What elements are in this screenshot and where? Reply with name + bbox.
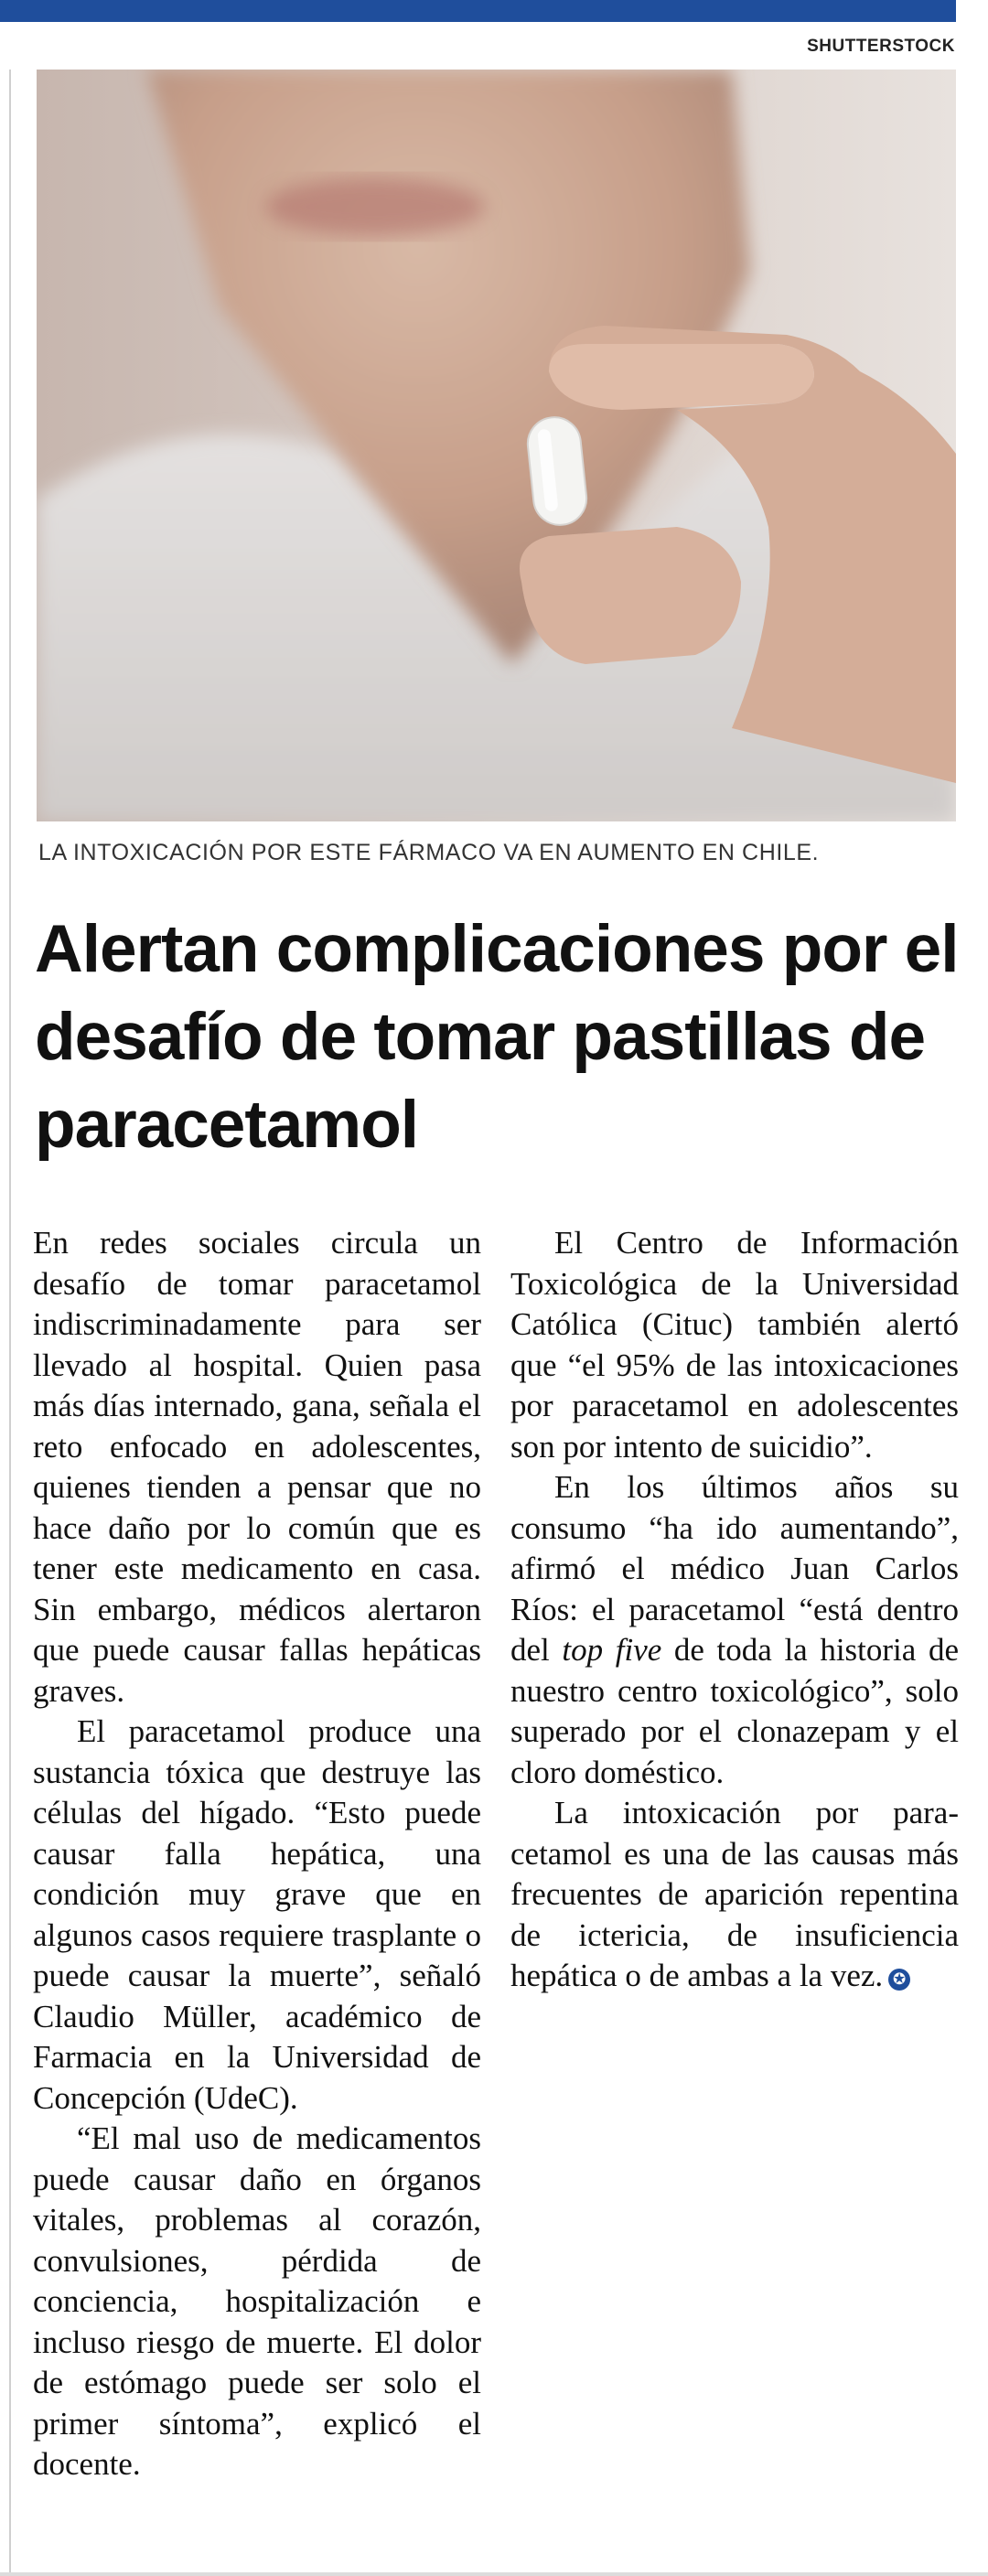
photo-caption: LA INTOXICACIÓN POR ESTE FÁRMACO VA EN AUMENTO EN CHILE. [38, 840, 820, 865]
star-circle-icon: ✪ [888, 1969, 910, 1991]
pill-photo-illustration [37, 70, 956, 821]
paragraph-6 [510, 1793, 959, 1997]
column-divider-line [9, 70, 11, 2576]
paragraph-2: El paracetamol produce una sustancia tóxica que destruye las células del hígado. “Esto puede causar falla hepática, una condición muy grave que en algunos casos requiere trasplante o puede causar la muerte”, señaló Claudio Müller, académico de Farmacia en la Universidad de Concepción (UdeC). [33, 1713, 481, 2116]
paragraph-1: En redes sociales circula un desafío de tomar paracetamol indiscriminadamente para ser llevado al hospital. Quien pasa más días internado, gana, señala el reto enfocado en adolescentes, quienes tienden a pensar que no hace daño por lo común que es tener este medicamento en casa. Sin embargo, médicos alertaron que puede causar fallas hepáticas graves. [33, 1225, 481, 1709]
paragraph-3: “El mal uso de medicamentos puede causar daño en órganos vitales, problemas al corazón, convulsiones, pérdida de conciencia, hospitalización e incluso riesgo de muerte. El dolor de estómago puede ser solo el primer síntoma”, explicó el docente. [33, 2120, 481, 2482]
top-color-bar [0, 0, 956, 22]
article-body [33, 1223, 959, 2522]
paragraph-6-text: La intoxicación por paracetamol es una de las causas más frecuentes de aparición repentina de ictericia, de insuficiencia hepática o de ambas a la vez. [510, 1795, 959, 1993]
paragraph-5-italic: top five [562, 1632, 662, 1668]
article-photo [37, 70, 956, 821]
bottom-rule [0, 2572, 988, 2576]
photo-credit: SHUTTERSTOCK [807, 37, 955, 56]
paragraph-5 [510, 1467, 959, 1793]
paragraph-5-text-start: En los últimos años su consumo “ha ido aumentando”, afirmó el médico Juan Carlos Ríos: el paracetamol “está dentro del [510, 1469, 959, 1668]
headline: Alertan complicaciones por el desafío de tomar pastillas de paracetamol [35, 912, 959, 1162]
paragraph-5-text-end: de toda la historia de nuestro centro toxicológico”, solo superado por el clonazepam y el cloro doméstico. [510, 1632, 959, 1790]
paragraph-4: El Centro de Información Toxicológica de la Universidad Católica (Cituc) también alertó que “el 95% de las intoxicaciones por paracetamol en adolescentes son por intento de suicidio”. [510, 1225, 959, 1465]
